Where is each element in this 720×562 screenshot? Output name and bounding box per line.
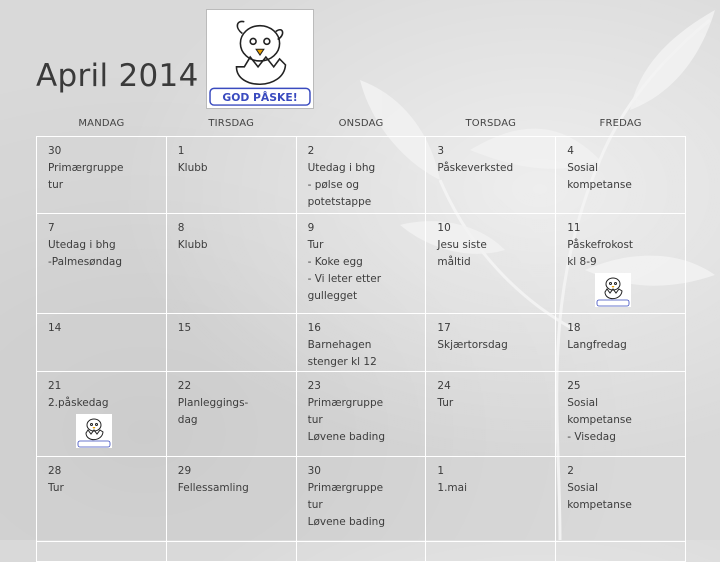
day-number: 2 bbox=[307, 145, 315, 157]
weekday-header-wednesday: ONSDAG bbox=[338, 118, 384, 129]
event-text: - Vi leter etter bbox=[307, 273, 382, 285]
event-text: Planleggings- bbox=[177, 397, 249, 409]
calendar-table bbox=[36, 111, 686, 562]
calendar-day-cell bbox=[296, 457, 426, 542]
day-number: 30 bbox=[307, 465, 321, 477]
easter-chick-icon bbox=[76, 414, 112, 448]
calendar-day-cell bbox=[426, 137, 556, 214]
calendar-week-row bbox=[37, 214, 686, 314]
calendar-day-cell bbox=[556, 457, 686, 542]
day-number: 29 bbox=[177, 465, 192, 477]
calendar-day-cell bbox=[556, 137, 686, 214]
calendar-day-cell bbox=[37, 314, 167, 372]
calendar-day-cell bbox=[166, 314, 296, 372]
day-number: 24 bbox=[437, 380, 451, 392]
calendar-day-cell bbox=[166, 137, 296, 214]
event-text: potetstappe bbox=[307, 196, 372, 208]
event-text: Primærgruppe bbox=[307, 397, 384, 409]
calendar-day-cell bbox=[296, 372, 426, 457]
calendar-day-cell bbox=[37, 542, 167, 562]
event-text: gullegget bbox=[307, 290, 358, 302]
calendar-week-row bbox=[37, 457, 686, 542]
event-text: Tur bbox=[437, 397, 454, 409]
event-text: Langfredag bbox=[567, 339, 627, 351]
event-text: tur bbox=[307, 414, 323, 426]
event-text: tur bbox=[307, 499, 323, 511]
svg-text:GOD PÅSKE!: GOD PÅSKE! bbox=[222, 91, 298, 105]
event-text: Skjærtorsdag bbox=[437, 339, 508, 351]
event-text: Klubb bbox=[177, 162, 208, 174]
day-number: 3 bbox=[437, 145, 445, 157]
calendar-day-cell bbox=[296, 314, 426, 372]
day-number: 23 bbox=[307, 380, 321, 392]
event-text: Sosial bbox=[567, 162, 599, 174]
day-number: 7 bbox=[48, 222, 55, 234]
calendar-day-cell bbox=[37, 372, 167, 457]
event-text: - Koke egg bbox=[307, 256, 363, 268]
day-number: 2 bbox=[567, 465, 574, 477]
calendar-day-cell bbox=[296, 214, 426, 314]
event-text: kl 8-9 bbox=[567, 256, 597, 268]
event-text: Primærgruppe bbox=[307, 482, 384, 494]
event-text: måltid bbox=[437, 256, 471, 268]
event-text: kompetanse bbox=[567, 414, 632, 426]
event-text: Utedag i bhg bbox=[307, 162, 376, 174]
calendar-week-row bbox=[37, 542, 686, 562]
weekday-header-monday: MANDAG bbox=[78, 118, 125, 129]
event-text: Løvene bading bbox=[307, 516, 385, 528]
calendar-week-row bbox=[37, 137, 686, 214]
weekday-header-thursday: TORSDAG bbox=[465, 118, 517, 129]
event-text: Barnehagen bbox=[307, 339, 372, 351]
calendar-day-cell bbox=[426, 214, 556, 314]
day-number: 15 bbox=[177, 322, 192, 334]
calendar-day-cell bbox=[166, 457, 296, 542]
day-number: 22 bbox=[177, 380, 192, 392]
calendar-day-cell bbox=[556, 542, 686, 562]
event-text: kompetanse bbox=[567, 179, 632, 191]
calendar-day-cell bbox=[37, 214, 167, 314]
calendar-day-cell bbox=[296, 542, 426, 562]
calendar-day-cell bbox=[556, 314, 686, 372]
event-text: Sosial bbox=[567, 482, 599, 494]
day-number: 1 bbox=[177, 145, 185, 157]
day-number: 28 bbox=[48, 465, 62, 477]
calendar-day-cell bbox=[556, 372, 686, 457]
event-text: 2.påskedag bbox=[48, 397, 109, 409]
weekday-header-row bbox=[37, 111, 686, 137]
event-text: Tur bbox=[48, 482, 64, 494]
day-number: 17 bbox=[437, 322, 451, 334]
event-text: Utedag i bhg bbox=[48, 239, 116, 251]
calendar-day-cell bbox=[296, 137, 426, 214]
event-text: Sosial bbox=[567, 397, 599, 409]
calendar-week-row bbox=[37, 372, 686, 457]
day-number: 18 bbox=[567, 322, 581, 334]
day-number: 4 bbox=[567, 145, 574, 157]
calendar-week-row bbox=[37, 314, 686, 372]
calendar-day-cell bbox=[166, 214, 296, 314]
event-text: - Visedag bbox=[567, 431, 616, 443]
day-number: 11 bbox=[567, 222, 581, 234]
event-text: Påskeverksted bbox=[437, 162, 514, 174]
calendar-day-cell bbox=[426, 542, 556, 562]
day-number: 10 bbox=[437, 222, 451, 234]
page-title: April 2014 bbox=[36, 58, 199, 94]
calendar-day-cell bbox=[37, 457, 167, 542]
event-text: Primærgruppe bbox=[48, 162, 124, 174]
event-text: Fellessamling bbox=[177, 482, 249, 494]
easter-chick-logo bbox=[206, 9, 314, 109]
event-text: Tur bbox=[307, 239, 324, 251]
calendar-day-cell bbox=[426, 314, 556, 372]
day-number: 30 bbox=[48, 145, 62, 157]
event-text: 1.mai bbox=[437, 482, 467, 494]
day-number: 8 bbox=[177, 222, 185, 234]
day-number: 14 bbox=[48, 322, 62, 334]
event-text: - pølse og bbox=[307, 179, 360, 191]
calendar-day-cell bbox=[166, 542, 296, 562]
calendar-day-cell bbox=[426, 457, 556, 542]
weekday-header-friday: FREDAG bbox=[599, 118, 642, 129]
event-text: tur bbox=[48, 179, 64, 191]
day-number: 1 bbox=[437, 465, 445, 477]
event-text: Påskefrokost bbox=[567, 239, 634, 251]
event-text: dag bbox=[177, 414, 198, 426]
event-text: Klubb bbox=[177, 239, 208, 251]
event-text: Jesu siste bbox=[437, 239, 487, 251]
event-text: -Palmesøndag bbox=[48, 256, 123, 268]
easter-chick-icon bbox=[595, 273, 631, 307]
day-number: 21 bbox=[48, 380, 62, 392]
day-number: 9 bbox=[307, 222, 315, 234]
day-number: 16 bbox=[307, 322, 321, 334]
event-text: Løvene bading bbox=[307, 431, 385, 443]
event-text: stenger kl 12 bbox=[307, 356, 377, 368]
calendar-day-cell bbox=[426, 372, 556, 457]
calendar-day-cell bbox=[37, 137, 167, 214]
calendar-day-cell bbox=[556, 214, 686, 314]
event-text: kompetanse bbox=[567, 499, 632, 511]
weekday-header-tuesday: TIRSDAG bbox=[208, 118, 255, 129]
calendar-day-cell bbox=[166, 372, 296, 457]
day-number: 25 bbox=[567, 380, 581, 392]
